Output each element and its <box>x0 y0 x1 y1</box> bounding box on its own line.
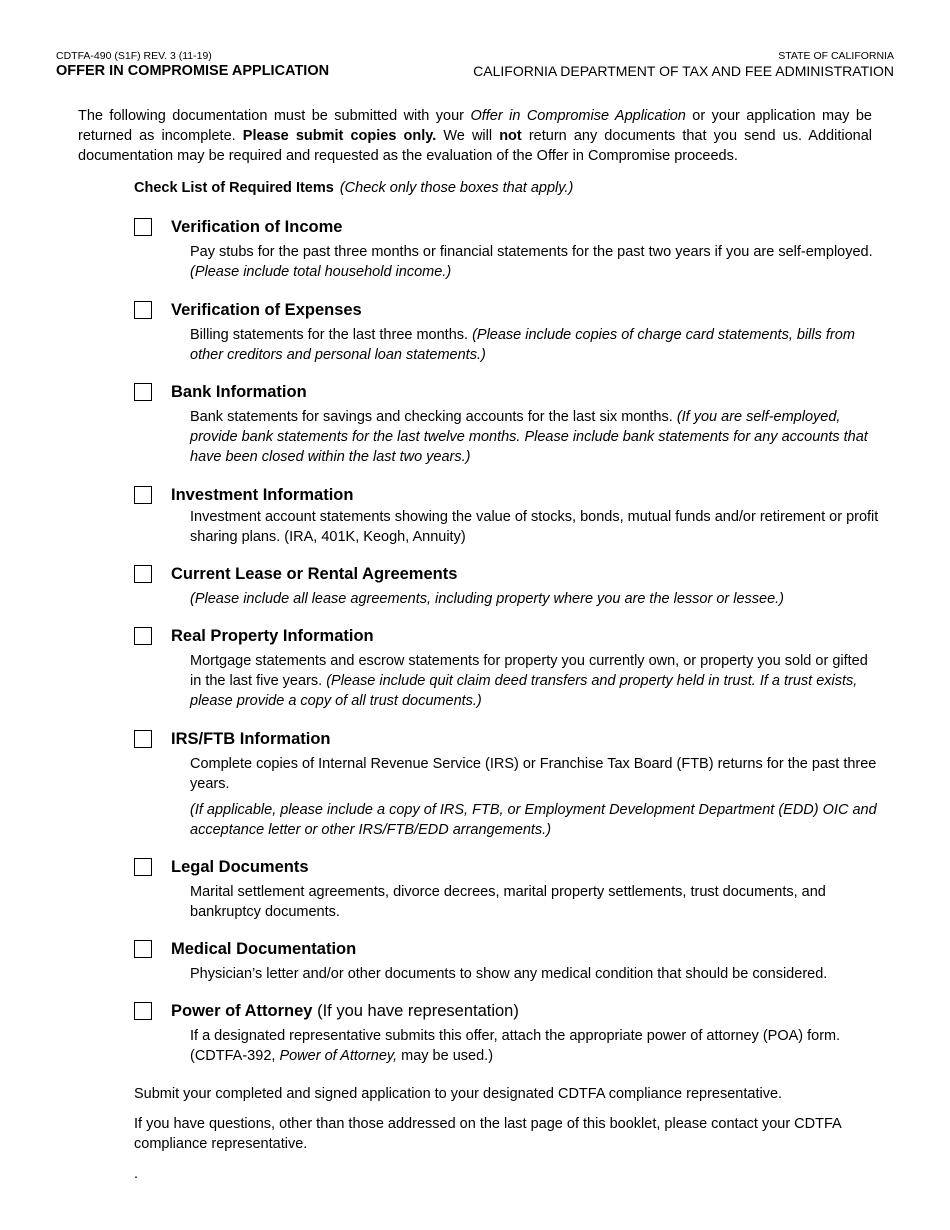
intro-text: The following documentation must be submitted with your <box>78 108 471 124</box>
state-name: STATE OF CALIFORNIA <box>778 50 894 62</box>
intro-bold-text: Please submit copies only. <box>242 128 437 144</box>
intro-text: return any documents that you send us. Additional documentation may be required and requested as the evaluation of the Offer in Compromise proceeds. <box>78 128 872 164</box>
item-description <box>190 964 880 984</box>
page-header <box>56 50 894 84</box>
submit-instructions: Submit your completed and signed application to your designated CDTFA compliance representative. <box>134 1086 783 1102</box>
item-description <box>190 651 880 711</box>
desc-text: Bank statements for savings and checking accounts for the last six months. <box>190 409 677 425</box>
item-title: Current Lease or Rental Agreements <box>171 565 458 583</box>
desc-italic-text: (If applicable, please include a copy of IRS, FTB, or Employment Development Department (EDD) OIC and acceptance letter or other IRS/FTB/EDD arrangements.) <box>190 802 877 838</box>
checklist-heading <box>134 180 573 196</box>
income-checkbox[interactable] <box>134 218 152 236</box>
item-description <box>190 507 880 547</box>
desc-text: Mortgage statements and escrow statements for property you currently own, or property you sold or gifted in the last five years. <box>190 653 868 689</box>
checklist-title: Check List of Required Items <box>134 180 334 196</box>
item-title: Real Property Information <box>171 627 374 645</box>
item-title: Verification of Expenses <box>171 301 362 319</box>
desc-text: Complete copies of Internal Revenue Service (IRS) or Franchise Tax Board (FTB) returns for the past three years. <box>190 756 877 792</box>
desc-text: Investment account statements showing the value of stocks, bonds, mutual funds and/or retirement or profit sharing plans. (IRA, 401K, Keogh, Annuity) <box>190 509 879 545</box>
desc-text: Physician’s letter and/or other documents to show any medical condition that should be considered. <box>190 966 828 982</box>
form-title: OFFER IN COMPROMISE APPLICATION <box>56 63 330 79</box>
intro-paragraph <box>78 106 872 166</box>
desc-text: Marital settlement agreements, divorce decrees, marital property settlements, trust documents, and bankruptcy documents. <box>190 884 826 920</box>
intro-text: We will <box>436 128 500 144</box>
intro-text: or your application may be returned as incomplete. <box>78 108 872 144</box>
real-property-checkbox[interactable] <box>134 627 152 645</box>
checklist-note: (Check only those boxes that apply.) <box>339 180 574 196</box>
desc-text: If a designated representative submits this offer, attach the appropriate power of attorney (POA) form. (CDTFA-392, <box>190 1028 841 1064</box>
intro-bold-text: not <box>499 128 522 144</box>
item-description <box>190 407 880 467</box>
department-name: CALIFORNIA DEPARTMENT OF TAX AND FEE ADMINISTRATION <box>473 63 894 79</box>
form-id: CDTFA-490 (S1F) REV. 3 (11-19) <box>56 50 212 62</box>
trailing-dot: . <box>134 1166 139 1182</box>
title-text: Power of Attorney <box>171 1002 313 1020</box>
desc-italic-text: (Please include total household income.) <box>190 264 452 280</box>
item-title: Legal Documents <box>171 858 309 876</box>
item-title: Verification of Income <box>171 218 343 236</box>
lease-checkbox[interactable] <box>134 565 152 583</box>
item-description <box>190 1026 880 1066</box>
item-description <box>190 754 880 846</box>
title-note: (If you have representation) <box>317 1002 519 1020</box>
legal-checkbox[interactable] <box>134 858 152 876</box>
expenses-checkbox[interactable] <box>134 301 152 319</box>
intro-italic-text: Offer in Compromise Application <box>470 108 686 124</box>
item-title: Bank Information <box>171 383 307 401</box>
investment-checkbox[interactable] <box>134 486 152 504</box>
item-description <box>190 325 880 365</box>
item-title <box>171 1002 519 1021</box>
desc-italic-text: (Please include copies of charge card statements, bills from other creditors and personal loan statements.) <box>190 327 855 363</box>
desc-italic-text: (Please include all lease agreements, including property where you are the lessor or lessee.) <box>190 591 785 607</box>
item-description <box>190 882 880 922</box>
medical-checkbox[interactable] <box>134 940 152 958</box>
irs-ftb-checkbox[interactable] <box>134 730 152 748</box>
item-title: IRS/FTB Information <box>171 730 331 748</box>
bank-checkbox[interactable] <box>134 383 152 401</box>
item-title: Medical Documentation <box>171 940 357 958</box>
item-title: Investment Information <box>171 486 354 504</box>
item-description <box>190 589 880 609</box>
item-description <box>190 242 880 282</box>
desc-italic-text: (If you are self-employed, provide bank statements for the last twelve months. Please include bank statements for any accounts that have been closed within the last two years.) <box>190 409 868 465</box>
questions-instructions: If you have questions, other than those addressed on the last page of this booklet, please contact your CDTFA compliance representative. <box>134 1116 841 1152</box>
desc-text: Billing statements for the last three months. <box>190 327 473 343</box>
desc-text: may be used.) <box>397 1048 494 1064</box>
desc-italic-text: Power of Attorney, <box>279 1048 398 1064</box>
desc-text: Pay stubs for the past three months or financial statements for the past two years if you are self-employed. <box>190 244 873 260</box>
desc-italic-text: (Please include quit claim deed transfers and property held in trust. If a trust exists, please provide a copy of all trust documents.) <box>190 673 858 709</box>
power-of-attorney-checkbox[interactable] <box>134 1002 152 1020</box>
